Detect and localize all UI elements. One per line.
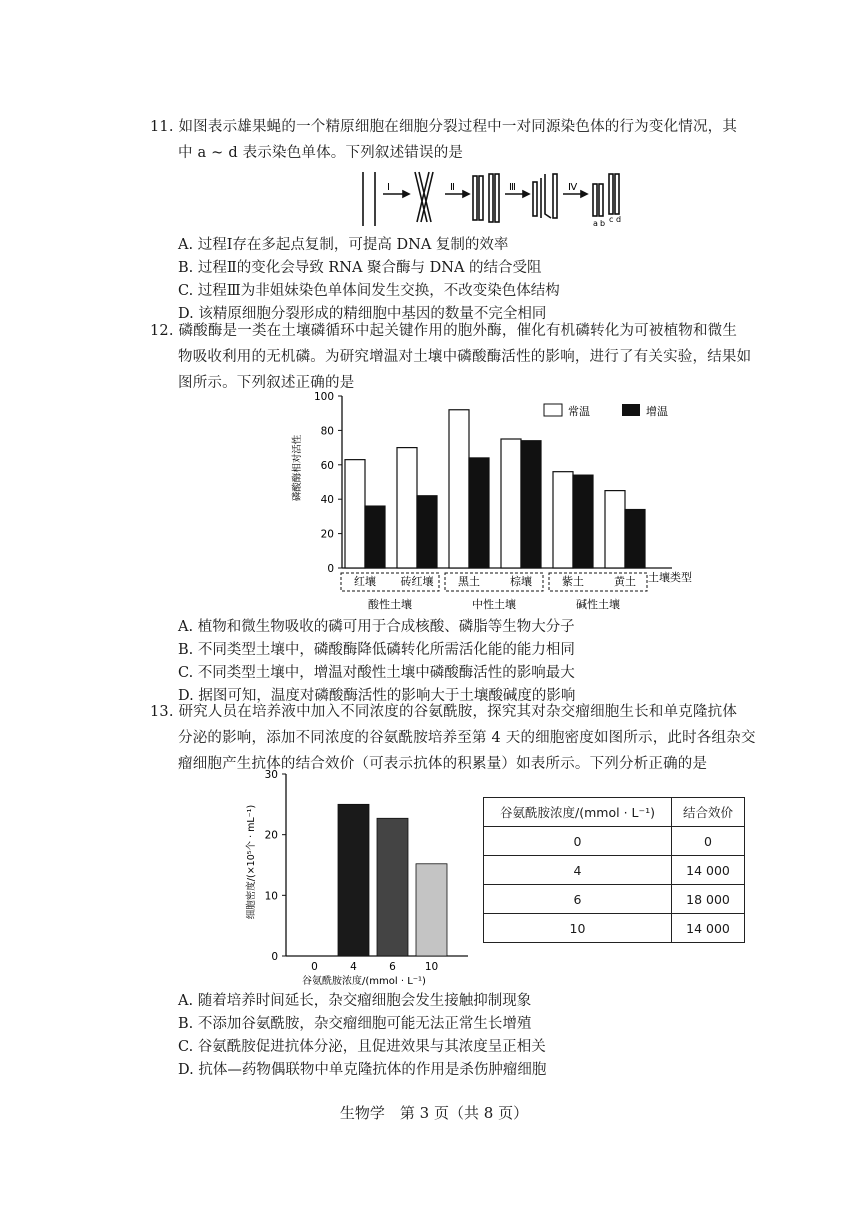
table-row xyxy=(484,827,745,856)
table-cell: 4 xyxy=(484,856,672,885)
chart2-bar xyxy=(338,804,369,956)
chart1-group-label: 中性土壤 xyxy=(472,598,516,611)
q12-option-c: C. 不同类型土壤中，增温对酸性土壤中磷酸酶活性的影响最大 xyxy=(178,665,575,681)
chart1-y-tick-label: 20 xyxy=(320,528,334,541)
label-i: Ⅰ xyxy=(387,182,390,193)
chart2-x-tick-label: 0 xyxy=(311,961,318,973)
q11-option-b: B. 过程Ⅱ的变化会导致 RNA 聚合酶与 DNA 的结合受阻 xyxy=(178,260,542,276)
page-footer: 生物学 第 3 页（共 8 页） xyxy=(339,1104,529,1122)
table-row xyxy=(484,885,745,914)
chart2-y-tick-label: 10 xyxy=(264,890,278,903)
chart1-bar xyxy=(573,475,593,568)
chart2-x-tick-label: 4 xyxy=(350,961,357,973)
q12-stem-line3: 图所示。下列叙述正确的是 xyxy=(178,375,355,391)
q12-option-b: B. 不同类型土壤中，磷酸酶降低磷转化所需活化能的能力相同 xyxy=(178,642,575,658)
q12-stem-line1: 12. 磷酸酶是一类在土壤磷循环中起关键作用的胞外酶，催化有机磷转化为可被植物和微生 xyxy=(150,323,738,339)
phosphatase-bar-chart xyxy=(280,388,720,613)
q13-option-a: A. 随着培养时间延长，杂交瘤细胞会发生接触抑制现象 xyxy=(178,993,532,1009)
chart1-bar xyxy=(365,506,385,568)
chart1-bar xyxy=(625,510,645,568)
label-iv: Ⅳ xyxy=(568,182,578,193)
chart1-bar xyxy=(449,410,469,568)
q12-option-d: D. 据图可知，温度对磷酸酶活性的影响大于土壤酸碱度的影响 xyxy=(178,688,576,704)
titer-table xyxy=(483,797,745,943)
chromosome-figure xyxy=(355,168,635,230)
table-cell: 6 xyxy=(484,885,672,914)
q11-option-d: D. 该精原细胞分裂形成的精细胞中基因的数量不完全相同 xyxy=(178,306,547,322)
chart1-x-tick-label: 棕壤 xyxy=(510,575,532,588)
chart2-x-tick-label: 6 xyxy=(389,961,396,973)
chart1-bar xyxy=(501,439,521,568)
q11-stem-line1: 11. 如图表示雄果蝇的一个精原细胞在细胞分裂过程中一对同源染色体的行为变化情况，其 xyxy=(150,119,738,135)
q13-stem-line2: 分泌的影响，添加不同浓度的谷氨酰胺培养至第 4 天的细胞密度如图所示，此时各组杂交 xyxy=(178,730,756,746)
legend-swatch-warm xyxy=(622,404,640,416)
chart1-x-tick-label: 砖红壤 xyxy=(400,575,434,588)
chart1-bar xyxy=(553,472,573,568)
chart2-ylabel: 细胞密度/(×10⁵个 · mL⁻¹) xyxy=(246,804,257,920)
chart2-bar xyxy=(416,864,447,956)
q12-option-a: A. 植物和微生物吸收的磷可用于合成核酸、磷脂等生物大分子 xyxy=(178,619,575,635)
chart1-y-tick-label: 80 xyxy=(320,425,334,438)
chart2-y-tick-label: 20 xyxy=(264,829,278,842)
q11-stem-line2: 中 a ~ d 表示染色单体。下列叙述错误的是 xyxy=(178,145,464,161)
chart2-y-tick-label: 0 xyxy=(271,951,278,963)
label-a: a xyxy=(593,219,598,228)
chart1-y-tick-label: 40 xyxy=(320,494,334,507)
chart2-xlabel: 谷氨酰胺浓度/(mmol · L⁻¹) xyxy=(302,976,426,987)
chart1-group-label: 碱性土壤 xyxy=(576,598,620,611)
chart1-bar xyxy=(397,448,417,568)
q13-option-b: B. 不添加谷氨酰胺，杂交瘤细胞可能无法正常生长增殖 xyxy=(178,1016,532,1032)
table-row xyxy=(484,914,745,943)
chart1-y-tick-label: 60 xyxy=(320,459,334,472)
chart1-xlabel: 土壤类型 xyxy=(648,571,692,584)
label-d: d xyxy=(616,215,622,224)
label-iii: Ⅲ xyxy=(509,182,516,193)
table-cell: 0 xyxy=(484,827,672,856)
label-ii: Ⅱ xyxy=(450,182,455,193)
table-row xyxy=(484,856,745,885)
q12-stem-line2: 物吸收利用的无机磷。为研究增温对土壤中磷酸酶活性的影响，进行了有关实验，结果如 xyxy=(178,349,752,365)
chart1-y-tick-label: 0 xyxy=(327,563,334,575)
legend-swatch-normal xyxy=(544,404,562,416)
table-cell: 14 000 xyxy=(672,856,745,885)
table-cell: 14 000 xyxy=(672,914,745,943)
chart1-x-tick-label: 红壤 xyxy=(354,575,376,588)
label-b: b xyxy=(600,219,606,228)
chart2-y-tick-label: 30 xyxy=(264,769,278,781)
q13-option-d: D. 抗体—药物偶联物中单克隆抗体的作用是杀伤肿瘤细胞 xyxy=(178,1062,547,1078)
chart2-x-tick-label: 10 xyxy=(424,961,439,973)
chart1-bar xyxy=(345,460,365,568)
chart1-bar xyxy=(605,491,625,568)
table-header-concentration: 谷氨酰胺浓度/(mmol · L⁻¹) xyxy=(484,798,672,827)
chart1-bar xyxy=(469,458,489,568)
chart1-x-tick-label: 黄土 xyxy=(614,575,636,588)
q11-option-c: C. 过程Ⅲ为非姐妹染色单体间发生交换，不改变染色体结构 xyxy=(178,283,560,299)
chart2-bar xyxy=(377,818,408,956)
label-c: c xyxy=(609,215,614,224)
table-cell: 0 xyxy=(672,827,745,856)
chart1-bar xyxy=(521,441,541,568)
q11-option-a: A. 过程Ⅰ存在多起点复制，可提高 DNA 复制的效率 xyxy=(178,237,509,253)
chart1-x-tick-label: 黑土 xyxy=(458,575,480,588)
q13-stem-line1: 13. 研究人员在培养液中加入不同浓度的谷氨酰胺，探究其对杂交瘤细胞生长和单克隆抗体 xyxy=(150,704,738,720)
table-cell: 10 xyxy=(484,914,672,943)
chart1-x-tick-label: 紫土 xyxy=(562,575,584,588)
q13-option-c: C. 谷氨酰胺促进抗体分泌，且促进效果与其浓度呈正相关 xyxy=(178,1039,546,1055)
legend-label-normal: 常温 xyxy=(568,405,590,418)
chart1-ylabel: 磷酸酶相对活性 xyxy=(292,434,303,502)
table-cell: 18 000 xyxy=(672,885,745,914)
chart1-y-tick-label: 100 xyxy=(313,391,334,403)
table-header-titer: 结合效价 xyxy=(672,798,745,827)
legend-label-warm: 增温 xyxy=(646,405,668,418)
q13-stem-line3: 瘤细胞产生抗体的结合效价（可表示抗体的积累量）如表所示。下列分析正确的是 xyxy=(178,756,708,772)
chart1-group-label: 酸性土壤 xyxy=(368,598,412,611)
cell-density-bar-chart xyxy=(236,762,476,992)
chart1-bar xyxy=(417,496,437,568)
